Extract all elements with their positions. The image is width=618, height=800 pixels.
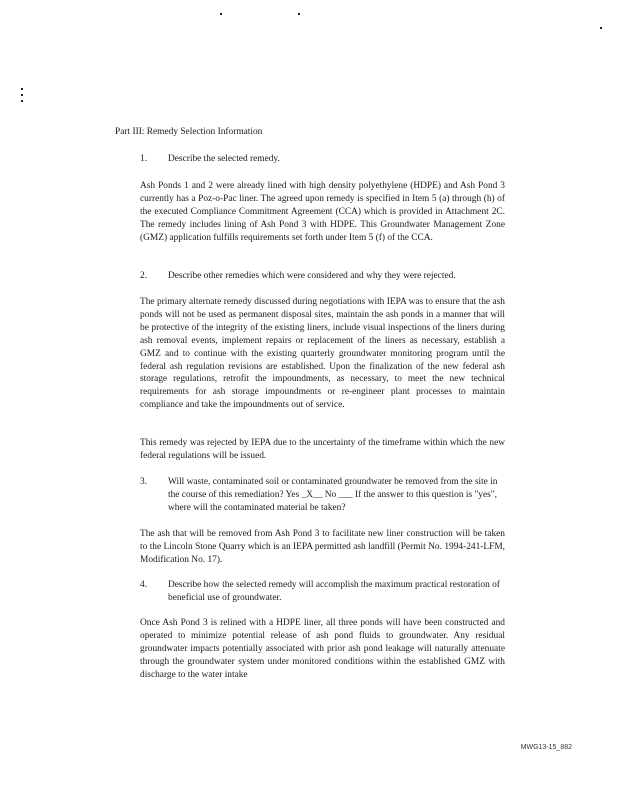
question-number: 1. [140,154,148,164]
question-text: Describe how the selected remedy will accomplish the maximum practical restoration of beneficial use of groundwater. [168,580,500,603]
question-item [140,270,505,283]
scan-speck [21,88,23,90]
question-number: 4. [140,580,148,590]
bates-number: MWG13-15_882 [520,744,572,751]
answer-paragraph: The primary alternate remedy discussed during negotiations with IEPA was to ensure that the ash ponds will not be used as permanent disposal sites, maintain the ash ponds in a manner that will be protective of the integrity of the existing liners, include visual inspections of the liners during ash removal events, implement repairs or replacement of the liners as necessary, establish a GMZ and to continue with the existing quarterly groundwater monitoring program until the federal ash regulation revisions are established. Upon the finalization of the new federal ash storage regulations, retrofit the impoundments, as necessary, to meet the new technical requirements for ash storage impoundments or re-engineer plant processes to maintain compliance and take the impoundments out of service. [140,297,505,411]
question-number: 2. [140,271,148,281]
scan-speck [600,27,602,29]
question-text: Describe other remedies which were considered and why they were rejected. [168,271,456,281]
question-text: Describe the selected remedy. [168,154,280,164]
answer-paragraph: Once Ash Pond 3 is relined with a HDPE liner, all three ponds will have been constructed and operated to minimize potential release of ash pond fluids to groundwater. Any residual groundwater impacts potentially associated with prior ash pond leakage will naturally attenuate through the groundwater system under monitored conditions within the established GMZ with discharge to the water intake [140,618,505,680]
question-text: Will waste, contaminated soil or contaminated groundwater be removed from the site in the course of this remediation? Yes _X__ No ___ If the answer to this question is "yes", where will the contaminated material be taken? [168,477,498,513]
scan-speck [21,94,23,96]
question-item [140,476,505,514]
question-item [140,579,505,605]
part-title: Part III: Remedy Selection Information [115,127,263,137]
answer-paragraph: This remedy was rejected by IEPA due to the uncertainty of the timeframe within which the new federal regulations will be issued. [140,438,505,461]
question-number: 3. [140,477,148,487]
scan-speck [298,13,300,15]
scan-speck [220,13,222,15]
answer-paragraph: Ash Ponds 1 and 2 were already lined with high density polyethylene (HDPE) and Ash Pond 3 currently has a Poz-o-Pac liner. The agreed upon remedy is specified in Item 5 (a) through (h) of the executed Compliance Commitment Agreement (CCA) which is provided in Attachment 2C. The remedy includes lining of Ash Pond 3 with HDPE. This Groundwater Management Zone (GMZ) application fulfills requirements set forth under Item 5 (f) of the CCA. [140,181,505,243]
question-item [140,153,505,166]
scan-speck [21,100,23,102]
answer-paragraph: The ash that will be removed from Ash Pond 3 to facilitate new liner construction will be taken to the Lincoln Stone Quarry which is an IEPA permitted ash landfill (Permit No. 1994-241-LFM, Modification No. 17). [140,529,505,565]
